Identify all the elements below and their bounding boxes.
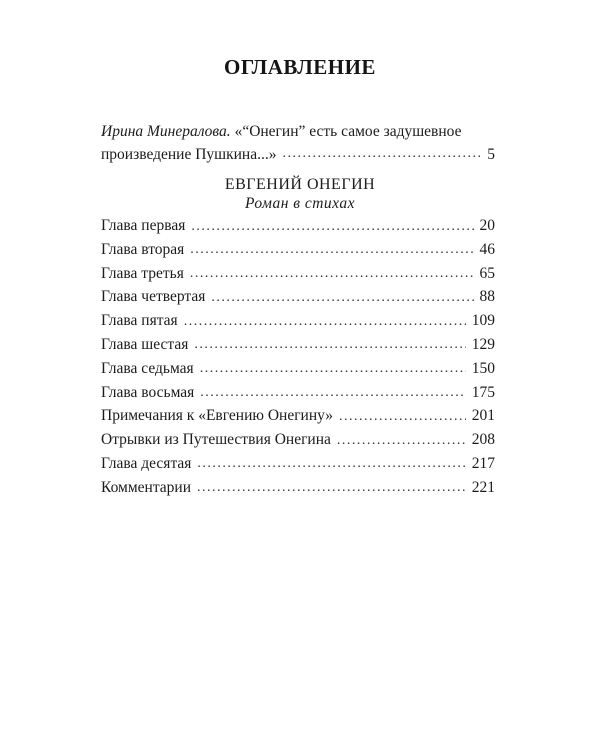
toc-entry[interactable] [101, 262, 495, 286]
toc-entry-page: 88 [479, 288, 495, 306]
intro-second-line [101, 143, 495, 166]
toc-entry-label: Глава десятая [101, 454, 192, 472]
toc-entry[interactable] [101, 309, 495, 333]
toc-entry[interactable] [101, 357, 495, 381]
toc-entry[interactable] [101, 214, 495, 238]
toc-entry-page: 221 [471, 478, 495, 496]
intro-page-number: 5 [487, 145, 495, 163]
dot-leader [194, 333, 465, 349]
dot-leader [282, 143, 481, 159]
toc-entry[interactable] [101, 381, 495, 405]
dot-leader [190, 262, 474, 278]
dot-leader [200, 381, 465, 397]
dot-leader [339, 405, 466, 421]
toc-entry[interactable] [101, 333, 495, 357]
intro-title-line1: «“Онегин” есть самое задушевное [230, 123, 462, 140]
toc-entry-label: Глава шестая [101, 335, 189, 353]
toc-entry-page: 217 [471, 454, 495, 472]
toc-entry[interactable] [101, 452, 495, 476]
toc-entry-page: 175 [471, 383, 495, 401]
toc-entry-label: Отрывки из Путешествия Онегина [101, 431, 331, 449]
toc-entry-label: Примечания к «Евгению Онегину» [101, 407, 334, 425]
dot-leader [184, 310, 466, 326]
intro-first-line [101, 121, 495, 143]
toc-entry[interactable] [101, 404, 495, 428]
table-of-contents [101, 214, 495, 500]
work-subtitle: Роман в стихах [244, 195, 355, 212]
dot-leader [211, 286, 473, 302]
dot-leader [197, 452, 465, 468]
toc-entry[interactable] [101, 428, 495, 452]
toc-entry-page: 129 [471, 335, 495, 353]
dot-leader [197, 476, 466, 492]
page-title: ОГЛАВЛЕНИЕ [224, 55, 376, 79]
toc-entry-page: 208 [471, 431, 495, 449]
toc-entry[interactable] [101, 476, 495, 500]
toc-entry-page: 46 [479, 240, 495, 258]
dot-leader [191, 215, 473, 231]
toc-entry-label: Глава вторая [101, 240, 185, 258]
toc-entry-label: Комментарии [101, 478, 191, 496]
toc-entry-page: 201 [471, 407, 495, 425]
intro-entry[interactable] [101, 121, 495, 166]
toc-entry-label: Глава седьмая [101, 359, 194, 377]
toc-entry-label: Глава третья [101, 264, 184, 282]
dot-leader [190, 238, 473, 254]
toc-entry[interactable] [101, 285, 495, 309]
intro-title-line2: произведение Пушкина...» [101, 145, 277, 163]
toc-entry-page: 65 [479, 264, 495, 282]
work-title: ЕВГЕНИЙ ОНЕГИН [224, 176, 376, 193]
toc-entry[interactable] [101, 238, 495, 262]
toc-entry-label: Глава первая [101, 217, 186, 234]
toc-entry-label: Глава восьмая [101, 383, 195, 401]
intro-author: Ирина Минералова. [101, 123, 231, 140]
toc-entry-label: Глава четвертая [101, 288, 206, 306]
toc-entry-label: Глава пятая [101, 312, 178, 330]
toc-entry-page: 20 [479, 217, 495, 234]
dot-leader [337, 429, 466, 445]
dot-leader [200, 357, 466, 373]
toc-entry-page: 150 [471, 359, 495, 377]
toc-entry-page: 109 [471, 312, 495, 330]
